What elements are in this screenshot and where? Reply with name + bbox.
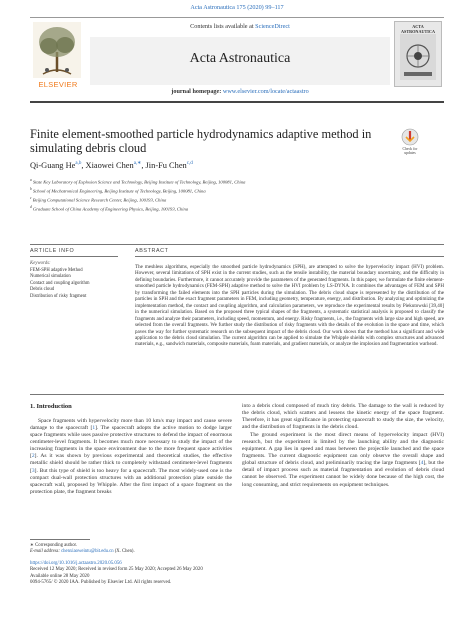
- body-text: ]. The spacecraft adopts the active motion to dodge larger space fragments while uses passive protective structures to defend the impact of enormous centimeter-level fragments. It becomes much more necessary to study the impact of the increasing fragments in the space environment due to the more frequent space activities [: [30, 425, 232, 460]
- divider: [135, 256, 444, 257]
- elsevier-tree-logo: [33, 22, 81, 78]
- corresponding-author-note: ∗ Corresponding author.: [30, 543, 78, 548]
- author-name[interactable]: Xiaowei Chen: [85, 160, 134, 170]
- paper-title: [30, 127, 390, 155]
- author-affiliation-mark[interactable]: c,d: [186, 161, 193, 166]
- homepage-prefix: journal homepage:: [171, 88, 223, 95]
- keyword-item: Distribution of risky fragment: [30, 293, 87, 299]
- keyword-item: FEM-SPH adaptive Method: [30, 268, 83, 273]
- paper-title-line-1: Finite element-smoothed particle hydrodynamics adaptive method in: [30, 127, 372, 141]
- author-affiliation-mark[interactable]: a,b: [75, 161, 82, 166]
- divider: [30, 256, 118, 257]
- introduction-right-column-paragraph: [242, 432, 444, 489]
- email-label: E-mail address:: [30, 549, 62, 555]
- citation-link[interactable]: 4: [420, 460, 424, 467]
- contents-prefix: Contents lists available at: [190, 23, 256, 30]
- affiliation-mark: d: [30, 204, 32, 209]
- divider: [30, 394, 444, 395]
- paper-title-line-2: simulating debris cloud: [30, 141, 147, 155]
- divider: [30, 244, 444, 245]
- footnote-divider: [30, 539, 90, 540]
- body-text: ], but the detail of impact process such as material fragmentation and evolution of debris cloud cannot be observed. The experiment cannot be widely done because of the high cost, the long consuming, and strict requirements on equipment techniques.: [242, 460, 444, 488]
- keyword-item: Numerical simulation: [30, 274, 71, 280]
- affiliation-mark: c: [30, 195, 32, 200]
- citation-link[interactable]: 3: [31, 467, 35, 474]
- body-text: Space fragments with hypervelocity more than 10 km/s may impact and cause severe damage to the spacecraft [: [30, 418, 232, 432]
- affiliation-mark: a: [30, 178, 32, 182]
- body-text: ]. But this type of shield is too heavy for a spacecraft. The most widely-used one is the compact dual-wall protection structures with an additional protection plate outside the spacecraft wall, proposed by Whipple. After the first impact of a space fragment on the protection plate, the fragment breaks: [30, 467, 232, 495]
- author-affiliation-mark[interactable]: a,∗: [133, 161, 142, 166]
- affiliation-item: [30, 186, 430, 195]
- email-note: [30, 549, 270, 555]
- sciencedirect-link[interactable]: ScienceDirect: [255, 23, 290, 30]
- abstract-text: The meshless algorithms, especially the smoothed particle hydrodynamics (SPH), are attempted to solve the hypervelocity impact (HVI) problem. However, several limitations of SPH exist in the current studies, such as the tensile instability, the material boundary uncertainty, and the difficulty in defining boundaries. Furthermore, it cannot accurately provide the parameters of the generated fragments. In this paper, we formulate the finite element-smoothed particle hydrodynamics (FEM-SPH) adaptive method to solve the HVI problem by LS-DYNA. It combines the advantages of FEM and SPH by transforming the failed elements into the SPH particles during the simulation. The debris cloud shape is represented by the distribution of the particles in SPH and the exact fragment parameters in FEM, including geometry, temperature, energy, and distribution. By analyzing and optimizing the implementation method, the contact and coupling algorithm, and calculation parameters, we reproduce the experimental results by Piekutowski [39,40] in the numerical simulation. Based on the proposed three typical shapes of the fragments, a systematic statistical analysis is proposed to classify the fragments and analyze their parameters, including speed, momentum, and energy. Risky fragments, i.e., the fragments with large size and high speed, are selected from the overall fragments. We further study the distribution of risky fragments with the details of the evolution in the space and time, which paves the way for further systematic research on the subsequent impact of the debris cloud. Our work shows that the method has a significant and wide application to the debris cloud simulation. The current algorithm can be applied to simulate the Whipple shields with complex structures and advanced materials, e.g., sandwich materials, composite materials, foam materials, and gradient materials, or analyze the implosion and fragmentation warhead.: [135, 264, 444, 348]
- keyword-list: [30, 268, 125, 300]
- affiliation-list: [30, 177, 430, 213]
- affiliation-item: [30, 204, 430, 213]
- author-list: Qi-Guang He$^{a,b}$, Xiaowei Chen$^{a,∗}$, Jin-Fu Chen$^{c,d}$: [30, 160, 193, 170]
- homepage-line: [90, 88, 390, 95]
- citation-link[interactable]: 1: [92, 425, 96, 432]
- contents-line: [90, 23, 390, 30]
- author-name[interactable]: Jin-Fu Chen: [145, 160, 187, 170]
- journal-reference[interactable]: Acta Astronautica 175 (2020) 99–117: [190, 4, 284, 11]
- affiliation-text: School of Mechatronical Engineering, Beijing Institute of Technology, Beijing, 100081, China: [32, 188, 206, 194]
- affiliation-text: Beijing Computational Science Research Center, Beijing, 100193, China: [32, 197, 167, 203]
- citation-link[interactable]: 2: [31, 453, 35, 460]
- email-suffix: (X. Chen).: [113, 549, 135, 555]
- journal-title: Acta Astronautica: [90, 37, 390, 85]
- cover-title: ACTA ASTRONAUTICA: [401, 24, 435, 34]
- body-text: ]. As it was shown by previous experimental and theoretical studies, the effective metallic shield should be rather thick to completely withstand centimeter-level fragments [: [30, 453, 232, 474]
- publisher-name: ELSEVIER: [38, 80, 78, 89]
- homepage-link[interactable]: www.elsevier.com/locate/actaastro: [222, 88, 309, 95]
- received-dates: Received 12 May 2020; Received in revised form 25 May 2020; Accepted 26 May 2020: [30, 567, 203, 573]
- available-online-date: Available online 28 May 2020: [30, 573, 90, 579]
- check-for-updates-label[interactable]: Check for updates: [402, 147, 418, 155]
- article-info-heading: ARTICLE INFO: [30, 248, 75, 254]
- affiliation-text: Graduate School of China Academy of Engineering Physics, Beijing, 100193, China: [32, 206, 189, 212]
- copyright-notice: 0094-5765/ © 2020 IAA. Published by Elsevier Ltd. All rights reserved.: [30, 579, 172, 585]
- affiliation-text: State Key Laboratory of Explosion Science and Technology, Beijing Institute of Technology, Beijing, 100081, China: [32, 179, 246, 185]
- keyword-item: Debris cloud: [30, 287, 55, 293]
- keyword-item: Contact and coupling algorithm: [30, 280, 90, 286]
- section-heading-introduction: 1. Introduction: [30, 403, 72, 410]
- email-link[interactable]: chenxiaoweintu@bit.edu.cn: [61, 549, 114, 555]
- introduction-right-column-top: into a debris cloud composed of much tiny debris. The damage to the wall is reduced by the debris cloud, which scatters and lessens the kinetic energy of the space fragment. Therefore, it has great significance in protecting spacecraft to study the size, the velocity, and the distribution of fragments in the debris cloud.: [242, 403, 444, 431]
- cover-artwork: [400, 34, 436, 80]
- introduction-left-column: [30, 418, 232, 496]
- affiliation-item: [30, 177, 430, 186]
- affiliation-item: [30, 195, 430, 204]
- affiliation-mark: b: [30, 186, 32, 191]
- author-name[interactable]: Qi-Guang He: [30, 160, 76, 170]
- footnotes: [30, 543, 270, 555]
- keywords-heading: Keywords:: [30, 261, 51, 266]
- publication-info: [30, 561, 330, 586]
- doi-link[interactable]: https://doi.org/10.1016/j.actaastro.2020.05.056: [30, 561, 122, 566]
- body-text: The ground experiment is the most direct means of hypervelocity impact (HVI) research, but the experiment is limited by the launching ability and the diagnostic equipment. A gap lies in speed and mass between the projectile launched and the space fragments. The current diagnostic equipment can only observe the overall shape and global structure of debris cloud, and preliminarily tracing the large fragments [: [242, 432, 444, 467]
- abstract-heading: ABSTRACT: [135, 248, 169, 254]
